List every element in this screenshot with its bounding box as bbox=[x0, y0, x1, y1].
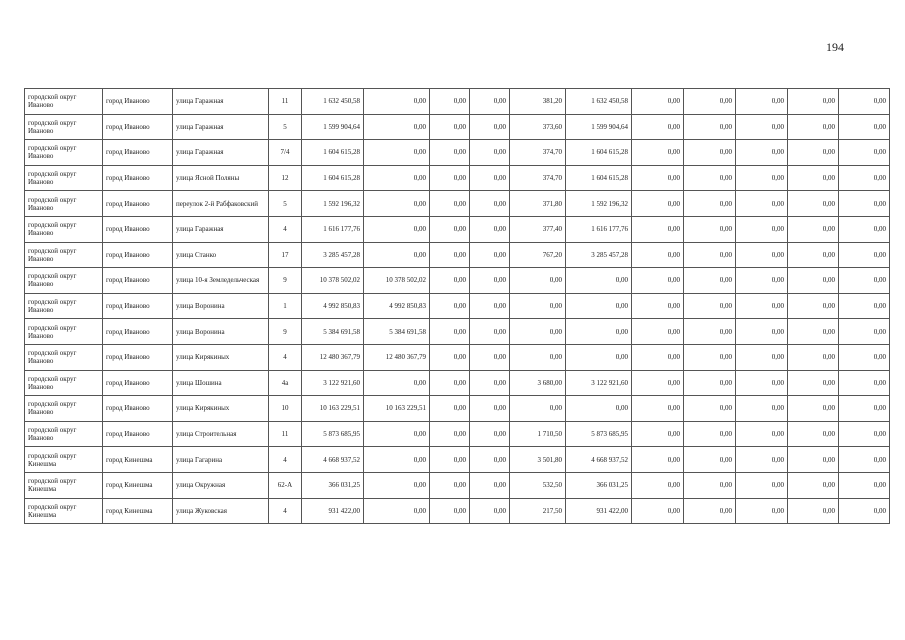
cell-n7: 0,00 bbox=[632, 191, 684, 217]
cell-n6: 1 616 177,76 bbox=[566, 216, 632, 242]
cell-n4: 0,00 bbox=[470, 472, 510, 498]
cell-n7: 0,00 bbox=[632, 447, 684, 473]
cell-okrug: городской округ Иваново bbox=[25, 344, 103, 370]
cell-n4: 0,00 bbox=[470, 370, 510, 396]
cell-street: улица Гаражная bbox=[173, 216, 269, 242]
cell-n6: 3 285 457,28 bbox=[566, 242, 632, 268]
cell-n1: 1 592 196,32 bbox=[302, 191, 364, 217]
cell-n7: 0,00 bbox=[632, 319, 684, 345]
cell-n3: 0,00 bbox=[430, 114, 470, 140]
cell-n2: 10 163 229,51 bbox=[364, 396, 430, 422]
cell-n1: 1 632 450,58 bbox=[302, 89, 364, 115]
cell-n1: 5 873 685,95 bbox=[302, 421, 364, 447]
cell-n5: 377,40 bbox=[510, 216, 566, 242]
cell-n5: 532,50 bbox=[510, 472, 566, 498]
cell-n8: 0,00 bbox=[684, 268, 736, 294]
cell-n2: 0,00 bbox=[364, 191, 430, 217]
cell-n2: 0,00 bbox=[364, 421, 430, 447]
cell-n7: 0,00 bbox=[632, 165, 684, 191]
cell-okrug: городской округ Кинешма bbox=[25, 498, 103, 524]
table-row bbox=[25, 344, 890, 370]
cell-city: город Иваново bbox=[103, 344, 173, 370]
table-row bbox=[25, 370, 890, 396]
cell-city: город Иваново bbox=[103, 268, 173, 294]
cell-n6: 1 599 904,64 bbox=[566, 114, 632, 140]
cell-n11: 0,00 bbox=[839, 447, 890, 473]
cell-street: улица Воронина bbox=[173, 293, 269, 319]
table-row bbox=[25, 216, 890, 242]
table-row bbox=[25, 114, 890, 140]
cell-n11: 0,00 bbox=[839, 140, 890, 166]
cell-n9: 0,00 bbox=[736, 89, 788, 115]
cell-n2: 4 992 850,83 bbox=[364, 293, 430, 319]
cell-n3: 0,00 bbox=[430, 421, 470, 447]
cell-n8: 0,00 bbox=[684, 216, 736, 242]
cell-city: город Иваново bbox=[103, 191, 173, 217]
cell-n8: 0,00 bbox=[684, 396, 736, 422]
cell-n1: 3 122 921,60 bbox=[302, 370, 364, 396]
cell-city: город Иваново bbox=[103, 216, 173, 242]
cell-n7: 0,00 bbox=[632, 472, 684, 498]
cell-n8: 0,00 bbox=[684, 370, 736, 396]
cell-n6: 366 031,25 bbox=[566, 472, 632, 498]
cell-city: город Кинешма bbox=[103, 472, 173, 498]
cell-n10: 0,00 bbox=[788, 396, 839, 422]
cell-city: город Иваново bbox=[103, 89, 173, 115]
cell-city: город Иваново bbox=[103, 114, 173, 140]
cell-n8: 0,00 bbox=[684, 242, 736, 268]
cell-okrug: городской округ Иваново bbox=[25, 114, 103, 140]
cell-n11: 0,00 bbox=[839, 319, 890, 345]
cell-n9: 0,00 bbox=[736, 447, 788, 473]
cell-okrug: городской округ Иваново bbox=[25, 242, 103, 268]
cell-okrug: городской округ Иваново bbox=[25, 396, 103, 422]
cell-n10: 0,00 bbox=[788, 447, 839, 473]
cell-n2: 0,00 bbox=[364, 165, 430, 191]
cell-city: город Иваново bbox=[103, 293, 173, 319]
cell-house: 7/4 bbox=[269, 140, 302, 166]
cell-n10: 0,00 bbox=[788, 498, 839, 524]
cell-n7: 0,00 bbox=[632, 498, 684, 524]
table-row bbox=[25, 293, 890, 319]
cell-house: 5 bbox=[269, 191, 302, 217]
cell-n4: 0,00 bbox=[470, 191, 510, 217]
cell-n10: 0,00 bbox=[788, 319, 839, 345]
cell-n5: 371,80 bbox=[510, 191, 566, 217]
cell-n10: 0,00 bbox=[788, 268, 839, 294]
cell-house: 4 bbox=[269, 344, 302, 370]
cell-n1: 4 668 937,52 bbox=[302, 447, 364, 473]
cell-house: 1 bbox=[269, 293, 302, 319]
table-body bbox=[25, 89, 890, 524]
cell-n2: 0,00 bbox=[364, 216, 430, 242]
cell-n6: 0,00 bbox=[566, 268, 632, 294]
cell-n3: 0,00 bbox=[430, 216, 470, 242]
table-row bbox=[25, 447, 890, 473]
cell-n7: 0,00 bbox=[632, 114, 684, 140]
cell-n10: 0,00 bbox=[788, 472, 839, 498]
cell-n10: 0,00 bbox=[788, 140, 839, 166]
cell-n8: 0,00 bbox=[684, 191, 736, 217]
cell-house: 9 bbox=[269, 319, 302, 345]
cell-okrug: городской округ Иваново bbox=[25, 268, 103, 294]
cell-okrug: городской округ Кинешма bbox=[25, 447, 103, 473]
cell-n9: 0,00 bbox=[736, 421, 788, 447]
cell-n9: 0,00 bbox=[736, 293, 788, 319]
cell-okrug: городской округ Иваново bbox=[25, 140, 103, 166]
cell-n2: 0,00 bbox=[364, 472, 430, 498]
cell-n5: 0,00 bbox=[510, 344, 566, 370]
cell-n11: 0,00 bbox=[839, 293, 890, 319]
cell-n10: 0,00 bbox=[788, 216, 839, 242]
cell-n5: 381,20 bbox=[510, 89, 566, 115]
cell-n4: 0,00 bbox=[470, 165, 510, 191]
cell-n9: 0,00 bbox=[736, 140, 788, 166]
cell-n9: 0,00 bbox=[736, 370, 788, 396]
cell-n3: 0,00 bbox=[430, 396, 470, 422]
cell-n5: 0,00 bbox=[510, 268, 566, 294]
cell-n9: 0,00 bbox=[736, 396, 788, 422]
cell-street: улица Воронина bbox=[173, 319, 269, 345]
cell-n2: 0,00 bbox=[364, 370, 430, 396]
cell-n1: 1 604 615,28 bbox=[302, 140, 364, 166]
cell-n8: 0,00 bbox=[684, 344, 736, 370]
cell-n10: 0,00 bbox=[788, 421, 839, 447]
cell-n5: 217,50 bbox=[510, 498, 566, 524]
cell-street: улица Строительная bbox=[173, 421, 269, 447]
cell-house: 4 bbox=[269, 498, 302, 524]
cell-n3: 0,00 bbox=[430, 89, 470, 115]
cell-n3: 0,00 bbox=[430, 165, 470, 191]
cell-n9: 0,00 bbox=[736, 344, 788, 370]
cell-street: улица Окружная bbox=[173, 472, 269, 498]
cell-n1: 1 616 177,76 bbox=[302, 216, 364, 242]
cell-n3: 0,00 bbox=[430, 140, 470, 166]
cell-n10: 0,00 bbox=[788, 344, 839, 370]
cell-n5: 767,20 bbox=[510, 242, 566, 268]
cell-n1: 1 599 904,64 bbox=[302, 114, 364, 140]
cell-n4: 0,00 bbox=[470, 114, 510, 140]
cell-n8: 0,00 bbox=[684, 421, 736, 447]
cell-n11: 0,00 bbox=[839, 191, 890, 217]
cell-n2: 0,00 bbox=[364, 447, 430, 473]
cell-n6: 0,00 bbox=[566, 344, 632, 370]
cell-city: город Иваново bbox=[103, 421, 173, 447]
cell-n1: 10 378 502,02 bbox=[302, 268, 364, 294]
cell-house: 10 bbox=[269, 396, 302, 422]
cell-n5: 373,60 bbox=[510, 114, 566, 140]
cell-n6: 1 632 450,58 bbox=[566, 89, 632, 115]
cell-n2: 0,00 bbox=[364, 140, 430, 166]
cell-okrug: городской округ Иваново bbox=[25, 421, 103, 447]
cell-city: город Иваново bbox=[103, 396, 173, 422]
cell-n11: 0,00 bbox=[839, 344, 890, 370]
cell-okrug: городской округ Иваново bbox=[25, 191, 103, 217]
cell-okrug: городской округ Иваново bbox=[25, 89, 103, 115]
cell-n3: 0,00 bbox=[430, 268, 470, 294]
cell-city: город Кинешма bbox=[103, 447, 173, 473]
cell-n2: 10 378 502,02 bbox=[364, 268, 430, 294]
cell-street: улица 10-я Земледельческая bbox=[173, 268, 269, 294]
cell-n4: 0,00 bbox=[470, 89, 510, 115]
cell-n7: 0,00 bbox=[632, 293, 684, 319]
cell-n3: 0,00 bbox=[430, 242, 470, 268]
cell-n2: 0,00 bbox=[364, 498, 430, 524]
cell-n11: 0,00 bbox=[839, 472, 890, 498]
cell-n3: 0,00 bbox=[430, 191, 470, 217]
cell-n8: 0,00 bbox=[684, 140, 736, 166]
cell-n7: 0,00 bbox=[632, 396, 684, 422]
cell-house: 4 bbox=[269, 447, 302, 473]
cell-n4: 0,00 bbox=[470, 140, 510, 166]
cell-street: улица Станко bbox=[173, 242, 269, 268]
cell-okrug: городской округ Иваново bbox=[25, 165, 103, 191]
cell-n10: 0,00 bbox=[788, 114, 839, 140]
cell-city: город Кинешма bbox=[103, 498, 173, 524]
cell-n9: 0,00 bbox=[736, 191, 788, 217]
table-row bbox=[25, 242, 890, 268]
cell-n5: 374,70 bbox=[510, 140, 566, 166]
cell-street: улица Ясной Поляны bbox=[173, 165, 269, 191]
cell-okrug: городской округ Иваново bbox=[25, 319, 103, 345]
cell-n10: 0,00 bbox=[788, 165, 839, 191]
page-number: 194 bbox=[826, 40, 844, 54]
cell-n1: 10 163 229,51 bbox=[302, 396, 364, 422]
cell-n7: 0,00 bbox=[632, 268, 684, 294]
cell-n5: 1 710,50 bbox=[510, 421, 566, 447]
table-row bbox=[25, 89, 890, 115]
cell-n10: 0,00 bbox=[788, 89, 839, 115]
cell-n4: 0,00 bbox=[470, 421, 510, 447]
cell-n9: 0,00 bbox=[736, 165, 788, 191]
cell-n5: 0,00 bbox=[510, 293, 566, 319]
cell-n6: 1 604 615,28 bbox=[566, 140, 632, 166]
cell-n4: 0,00 bbox=[470, 396, 510, 422]
cell-n6: 931 422,00 bbox=[566, 498, 632, 524]
cell-city: город Иваново bbox=[103, 165, 173, 191]
table-row bbox=[25, 268, 890, 294]
cell-street: улица Гаражная bbox=[173, 89, 269, 115]
cell-house: 62-А bbox=[269, 472, 302, 498]
cell-house: 11 bbox=[269, 421, 302, 447]
cell-n2: 0,00 bbox=[364, 89, 430, 115]
cell-n7: 0,00 bbox=[632, 242, 684, 268]
cell-n1: 4 992 850,83 bbox=[302, 293, 364, 319]
cell-house: 17 bbox=[269, 242, 302, 268]
cell-n4: 0,00 bbox=[470, 293, 510, 319]
cell-n10: 0,00 bbox=[788, 242, 839, 268]
cell-n11: 0,00 bbox=[839, 421, 890, 447]
cell-n2: 5 384 691,58 bbox=[364, 319, 430, 345]
cell-n4: 0,00 bbox=[470, 344, 510, 370]
cell-okrug: городской округ Кинешма bbox=[25, 472, 103, 498]
cell-n10: 0,00 bbox=[788, 191, 839, 217]
cell-n3: 0,00 bbox=[430, 319, 470, 345]
cell-street: улица Шошина bbox=[173, 370, 269, 396]
cell-n7: 0,00 bbox=[632, 421, 684, 447]
cell-n8: 0,00 bbox=[684, 472, 736, 498]
cell-n11: 0,00 bbox=[839, 498, 890, 524]
cell-n6: 0,00 bbox=[566, 319, 632, 345]
cell-street: улица Гагарина bbox=[173, 447, 269, 473]
cell-street: улица Гаражная bbox=[173, 114, 269, 140]
cell-n7: 0,00 bbox=[632, 89, 684, 115]
cell-n8: 0,00 bbox=[684, 498, 736, 524]
cell-n6: 4 668 937,52 bbox=[566, 447, 632, 473]
cell-n4: 0,00 bbox=[470, 242, 510, 268]
cell-city: город Иваново bbox=[103, 319, 173, 345]
cell-n11: 0,00 bbox=[839, 396, 890, 422]
cell-n11: 0,00 bbox=[839, 268, 890, 294]
cell-n1: 12 480 367,79 bbox=[302, 344, 364, 370]
cell-n11: 0,00 bbox=[839, 242, 890, 268]
cell-n10: 0,00 bbox=[788, 370, 839, 396]
cell-n6: 3 122 921,60 bbox=[566, 370, 632, 396]
cell-house: 4 bbox=[269, 216, 302, 242]
cell-n1: 5 384 691,58 bbox=[302, 319, 364, 345]
cell-n3: 0,00 bbox=[430, 370, 470, 396]
cell-house: 5 bbox=[269, 114, 302, 140]
cell-street: улица Кирякиных bbox=[173, 344, 269, 370]
cell-street: улица Жуковская bbox=[173, 498, 269, 524]
cell-city: город Иваново bbox=[103, 370, 173, 396]
cell-n4: 0,00 bbox=[470, 498, 510, 524]
cell-n11: 0,00 bbox=[839, 114, 890, 140]
cell-n2: 0,00 bbox=[364, 114, 430, 140]
table-row bbox=[25, 472, 890, 498]
cell-okrug: городской округ Иваново bbox=[25, 216, 103, 242]
cell-n6: 1 604 615,28 bbox=[566, 165, 632, 191]
cell-street: улица Кирякиных bbox=[173, 396, 269, 422]
cell-n8: 0,00 bbox=[684, 114, 736, 140]
cell-house: 11 bbox=[269, 89, 302, 115]
cell-n6: 0,00 bbox=[566, 396, 632, 422]
cell-n9: 0,00 bbox=[736, 498, 788, 524]
cell-n8: 0,00 bbox=[684, 293, 736, 319]
cell-n9: 0,00 bbox=[736, 319, 788, 345]
cell-n9: 0,00 bbox=[736, 472, 788, 498]
cell-city: город Иваново bbox=[103, 242, 173, 268]
cell-n7: 0,00 bbox=[632, 216, 684, 242]
cell-n3: 0,00 bbox=[430, 447, 470, 473]
cell-n10: 0,00 bbox=[788, 293, 839, 319]
cell-n8: 0,00 bbox=[684, 89, 736, 115]
cell-n9: 0,00 bbox=[736, 268, 788, 294]
table-row bbox=[25, 165, 890, 191]
cell-n6: 5 873 685,95 bbox=[566, 421, 632, 447]
cell-n9: 0,00 bbox=[736, 216, 788, 242]
table-row bbox=[25, 140, 890, 166]
cell-n4: 0,00 bbox=[470, 268, 510, 294]
cell-n3: 0,00 bbox=[430, 472, 470, 498]
cell-n7: 0,00 bbox=[632, 344, 684, 370]
cell-n3: 0,00 bbox=[430, 344, 470, 370]
cell-n9: 0,00 bbox=[736, 242, 788, 268]
cell-n6: 0,00 bbox=[566, 293, 632, 319]
cell-n6: 1 592 196,32 bbox=[566, 191, 632, 217]
table-row bbox=[25, 191, 890, 217]
table-row bbox=[25, 421, 890, 447]
cell-n11: 0,00 bbox=[839, 89, 890, 115]
cell-n7: 0,00 bbox=[632, 370, 684, 396]
cell-n11: 0,00 bbox=[839, 370, 890, 396]
cell-n1: 931 422,00 bbox=[302, 498, 364, 524]
cell-n5: 3 680,00 bbox=[510, 370, 566, 396]
cell-n5: 374,70 bbox=[510, 165, 566, 191]
cell-n4: 0,00 bbox=[470, 447, 510, 473]
cell-n4: 0,00 bbox=[470, 216, 510, 242]
cell-n1: 366 031,25 bbox=[302, 472, 364, 498]
cell-n11: 0,00 bbox=[839, 165, 890, 191]
cell-n1: 1 604 615,28 bbox=[302, 165, 364, 191]
table-row bbox=[25, 396, 890, 422]
cell-n8: 0,00 bbox=[684, 447, 736, 473]
cell-n4: 0,00 bbox=[470, 319, 510, 345]
cell-n8: 0,00 bbox=[684, 319, 736, 345]
cell-n7: 0,00 bbox=[632, 140, 684, 166]
cell-n5: 0,00 bbox=[510, 319, 566, 345]
cell-house: 9 bbox=[269, 268, 302, 294]
cell-n5: 3 501,80 bbox=[510, 447, 566, 473]
cell-n2: 0,00 bbox=[364, 242, 430, 268]
cell-house: 12 bbox=[269, 165, 302, 191]
cell-street: улица Гаражная bbox=[173, 140, 269, 166]
cell-street: переулок 2-й Рабфаковский bbox=[173, 191, 269, 217]
cell-n8: 0,00 bbox=[684, 165, 736, 191]
data-table bbox=[24, 88, 890, 524]
cell-city: город Иваново bbox=[103, 140, 173, 166]
cell-n3: 0,00 bbox=[430, 498, 470, 524]
cell-n1: 3 285 457,28 bbox=[302, 242, 364, 268]
cell-n5: 0,00 bbox=[510, 396, 566, 422]
cell-house: 4а bbox=[269, 370, 302, 396]
cell-n11: 0,00 bbox=[839, 216, 890, 242]
cell-n9: 0,00 bbox=[736, 114, 788, 140]
cell-n2: 12 480 367,79 bbox=[364, 344, 430, 370]
cell-okrug: городской округ Иваново bbox=[25, 370, 103, 396]
table-row bbox=[25, 498, 890, 524]
table-row bbox=[25, 319, 890, 345]
cell-okrug: городской округ Иваново bbox=[25, 293, 103, 319]
cell-n3: 0,00 bbox=[430, 293, 470, 319]
